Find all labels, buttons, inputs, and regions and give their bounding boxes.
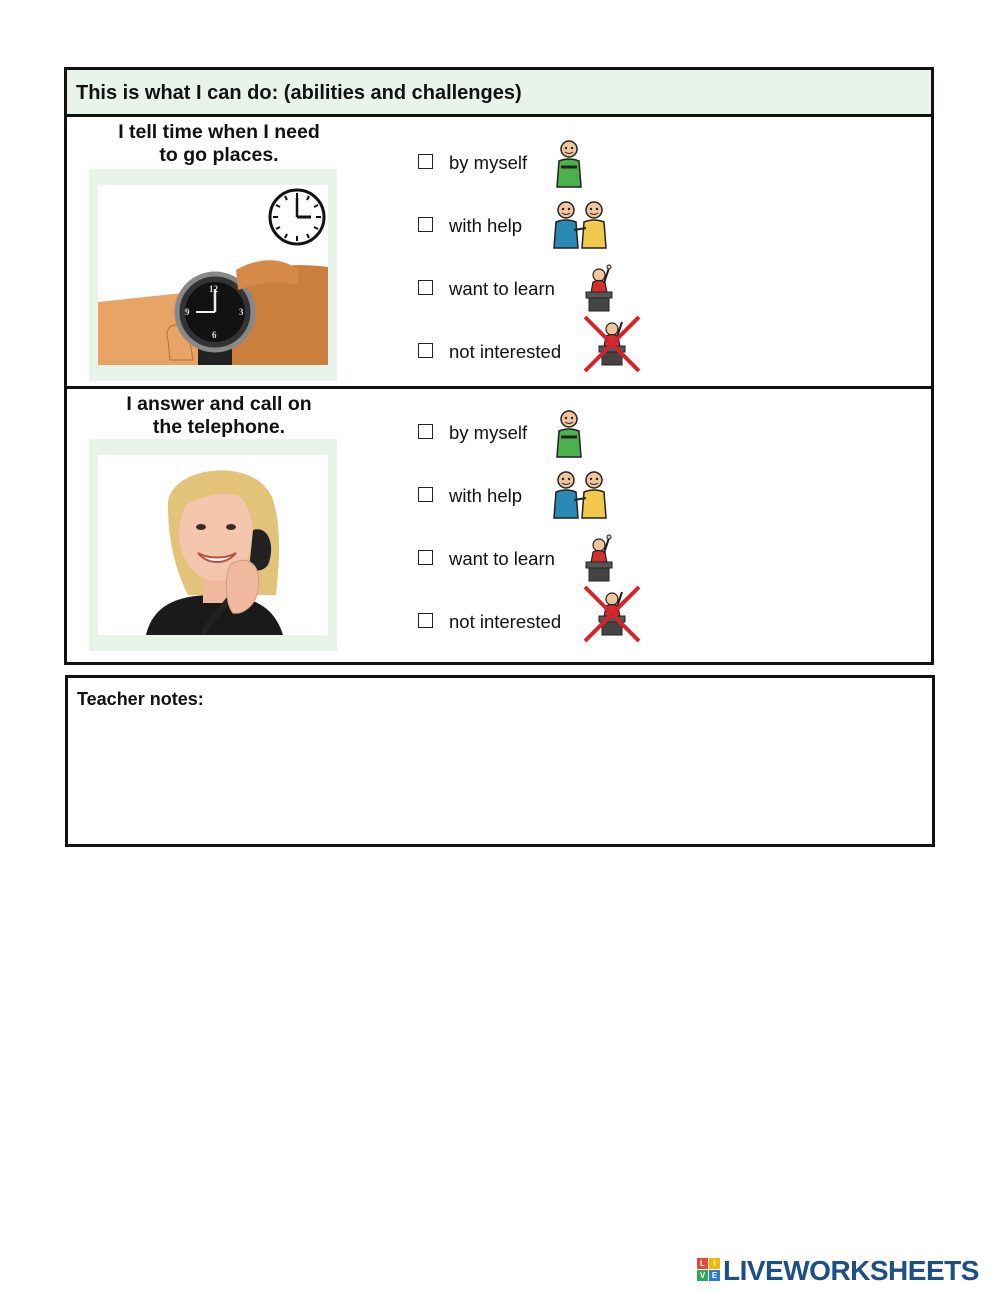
option-row	[418, 273, 718, 303]
table-header	[67, 70, 931, 117]
person-alone-icon	[549, 409, 589, 464]
crossed-out-student-icon	[581, 313, 643, 380]
raised-hand-student-icon	[582, 533, 616, 588]
option-label: with help	[449, 215, 523, 236]
logo-cubes-icon	[697, 1258, 721, 1282]
option-checkbox[interactable]	[418, 217, 433, 232]
option-row	[418, 336, 718, 366]
watch-number: 9	[185, 307, 190, 317]
option-checkbox[interactable]	[418, 613, 433, 628]
liveworksheets-logo	[697, 1255, 997, 1285]
skill-photo-frame	[89, 169, 337, 381]
two-people-helping-icon	[550, 200, 612, 255]
option-row	[418, 606, 718, 636]
crossed-out-student-icon	[581, 583, 643, 650]
option-label: not interested	[449, 341, 562, 362]
logo-cube: L	[697, 1258, 708, 1269]
option-row	[418, 147, 718, 177]
raised-hand-student-icon	[582, 263, 616, 318]
watch-number: 12	[209, 284, 218, 294]
option-checkbox[interactable]	[418, 550, 433, 565]
skill-photo-frame	[89, 439, 337, 651]
option-label: by myself	[449, 422, 528, 443]
watch-number: 3	[239, 307, 244, 317]
logo-cube: I	[709, 1258, 720, 1269]
option-row	[418, 210, 718, 240]
option-checkbox[interactable]	[418, 424, 433, 439]
person-alone-icon	[549, 139, 589, 194]
option-label: with help	[449, 485, 523, 506]
table-title: This is what I can do: (abilities and challenges)	[76, 82, 522, 104]
option-row	[418, 543, 718, 573]
option-label: by myself	[449, 152, 528, 173]
option-checkbox[interactable]	[418, 487, 433, 502]
teacher-notes-label: Teacher notes:	[77, 689, 204, 709]
option-checkbox[interactable]	[418, 280, 433, 295]
wristwatch-clock-icon	[98, 185, 328, 365]
option-checkbox[interactable]	[418, 154, 433, 169]
logo-cube: E	[709, 1270, 720, 1281]
option-label: want to learn	[449, 278, 555, 299]
logo-text: LIVEWORKSHEETS	[723, 1255, 979, 1286]
option-row	[418, 417, 718, 447]
watch-number: 6	[212, 330, 217, 340]
option-checkbox[interactable]	[418, 343, 433, 358]
option-label: want to learn	[449, 548, 555, 569]
option-row	[418, 480, 718, 510]
skill-title: I answer and call on the telephone.	[126, 393, 312, 438]
logo-cube: V	[697, 1270, 708, 1281]
teacher-notes-box[interactable]	[65, 675, 935, 847]
option-label: not interested	[449, 611, 562, 632]
skill-title: I tell time when I need to go places.	[118, 121, 320, 166]
two-people-helping-icon	[550, 470, 612, 525]
woman-on-telephone-icon	[98, 455, 328, 635]
